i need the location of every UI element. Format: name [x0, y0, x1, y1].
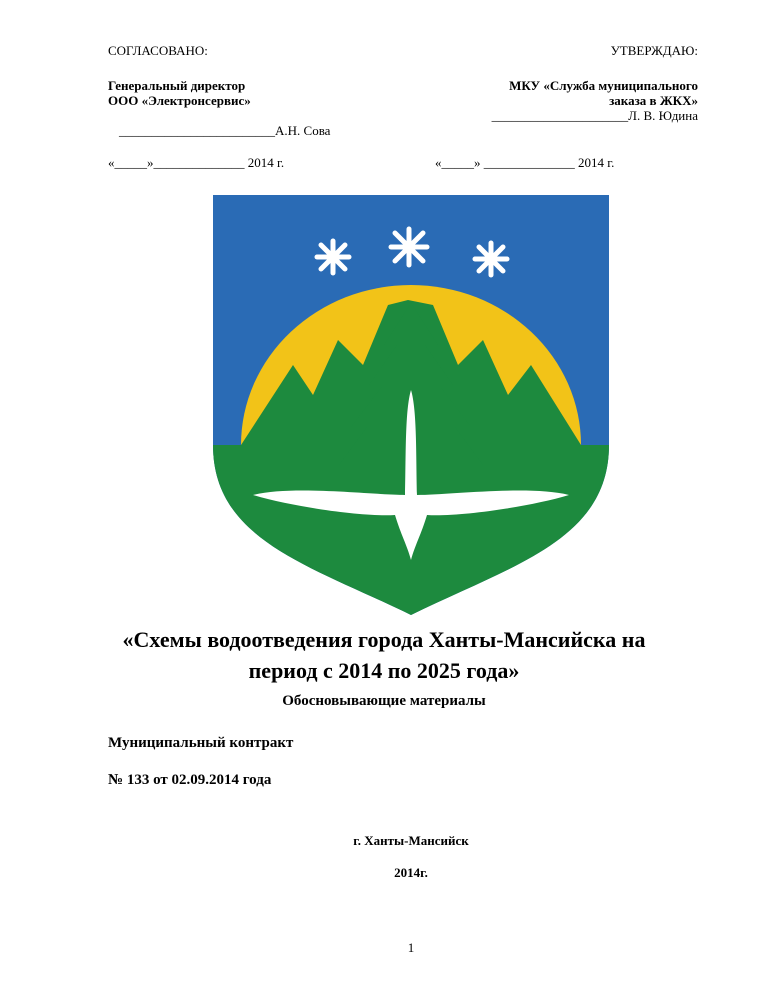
document-year: 2014г.	[394, 865, 428, 880]
contractor-date-line: «_____»______________ 2014 г.	[108, 155, 285, 170]
contractor-organization: ООО «Электронсервис»	[108, 93, 251, 108]
customer-date-line: «_____» ______________ 2014 г.	[435, 155, 615, 170]
title-line-1: «Схемы водоотведения города Ханты-Мансийска на	[122, 627, 646, 652]
snowflake-right-icon	[475, 243, 507, 275]
customer-organization-line2: заказа в ЖКХ»	[609, 93, 698, 108]
page-number: 1	[407, 940, 415, 955]
contractor-signature-line: ________________________А.Н. Сова	[119, 123, 331, 138]
contract-label: Муниципальный контракт	[108, 735, 294, 751]
approve-heading: УТВЕРЖДАЮ:	[610, 43, 698, 58]
coat-of-arms-image	[213, 195, 609, 615]
city-name: г. Ханты-Мансийск	[353, 833, 469, 848]
document-subtitle: Обосновывающие материалы	[282, 693, 486, 709]
contract-number: № 133 от 02.09.2014 года	[108, 772, 272, 788]
document-title	[0, 624, 768, 686]
title-line-2: период с 2014 по 2025 года»	[248, 658, 520, 683]
customer-signature-line: _____________________Л. В. Юдина	[491, 108, 698, 123]
director-title: Генеральный директор	[108, 78, 246, 93]
snowflake-left-icon	[317, 241, 349, 273]
customer-organization-line1: МКУ «Служба муниципального	[509, 78, 698, 93]
approved-heading: СОГЛАСОВАНО:	[108, 43, 208, 58]
snowflake-center-icon	[391, 229, 427, 265]
